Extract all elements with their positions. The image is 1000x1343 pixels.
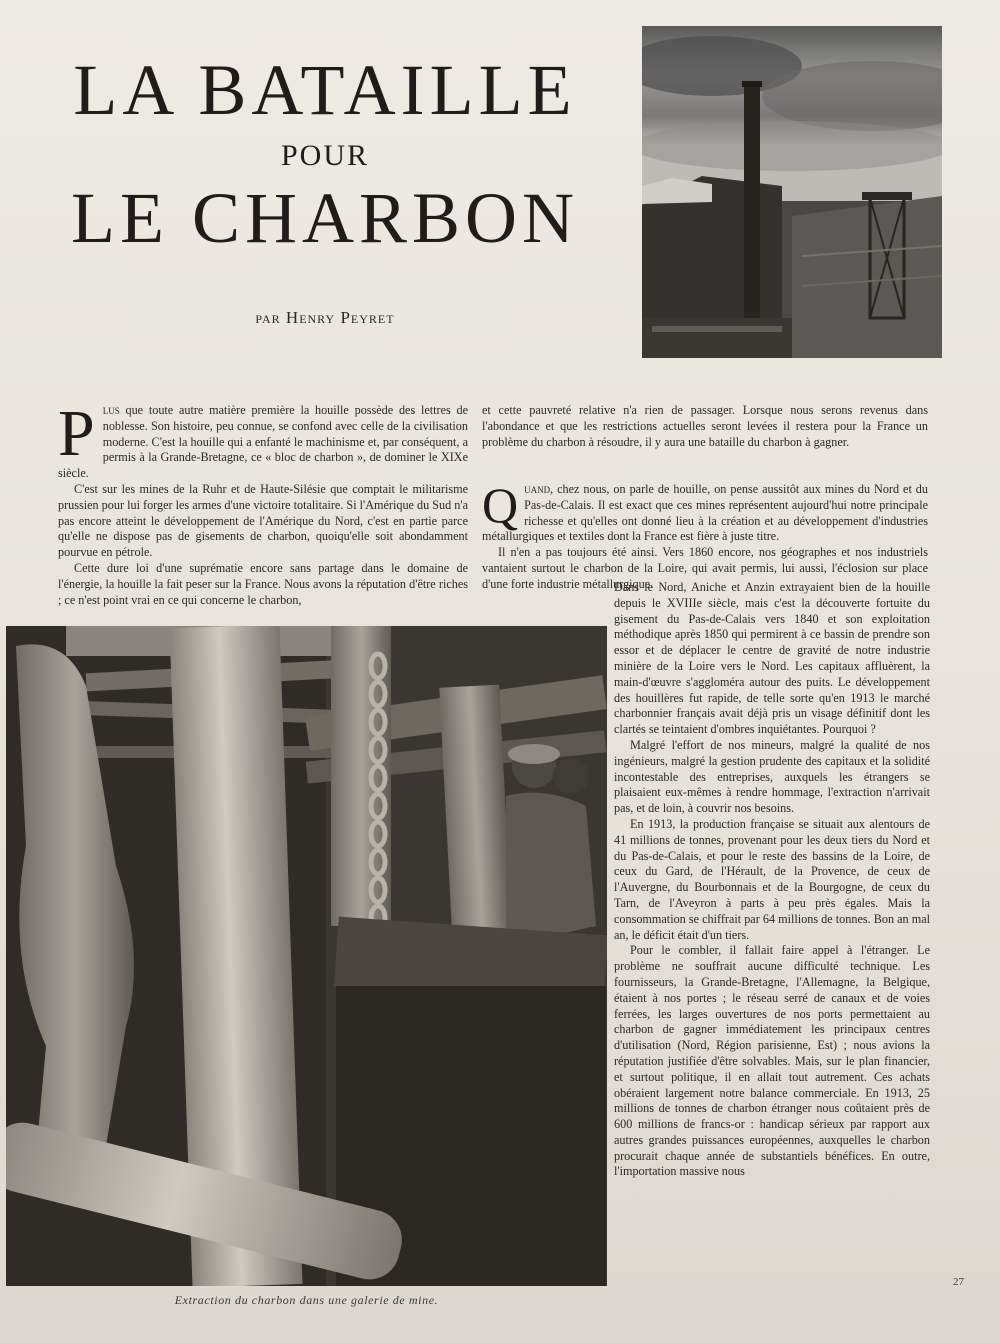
title-line-1: LA BATAILLE — [73, 50, 577, 130]
paragraph: Il n'en a pas toujours été ainsi. Vers 1860 encore, nos géographes et nos industriels vantaient surtout le charbon de la Loire, qui avait permis, lui aussi, l'éclosion sur place d'une forte industrie métallurgique. — [482, 545, 928, 591]
title-line-2: POUR — [280, 139, 370, 172]
paragraph: En 1913, la production française se situait aux alentours de 41 millions de tonnes, provenant pour les deux tiers du Nord et du Pas-de-Calais, et pour le reste des bassins de la Loire, de ceux du Gard, de l'Hérault, de la Provence, de ceux de l'Auvergne, du Bourbonnais et de la Bourgogne, de ceux du Tarn, de l'Aveyron à parts à peu près égales. Mais la consommation se chiffrait par 64 millions de tonnes. Bon an mal an, le déficit était d'un tiers. — [614, 816, 930, 942]
drop-cap-q: Q — [482, 477, 519, 533]
article-column-right-narrow — [614, 580, 930, 1180]
author-byline: par Henry Peyret — [255, 308, 395, 327]
intro-smallcaps: lus — [102, 403, 120, 417]
article-column-left — [58, 397, 468, 608]
article-column-right-mid — [482, 477, 928, 593]
section-text: , chez nous, on parle de houille, on pense aussitôt aux mines du Nord et du Pas-de-Calais. Il est exact que ces mines représentent aujourd'hui notre principale richesse et qu'elles ont donné lieu à la création et au développement d'industries métallurgiques et textiles dont la France est fière à juste titre. — [482, 482, 928, 544]
drop-cap-p: P — [58, 397, 95, 470]
section-paragraph — [482, 477, 928, 545]
section-smallcaps: uand — [524, 482, 551, 496]
mine-gallery-photo — [6, 626, 607, 1286]
article-column-right-top — [482, 403, 928, 450]
paragraph: Cette dure loi d'une suprématie encore sans partage dans le domaine de l'énergie, la houille la fait peser sur la France. Nous avons la réputation d'être riches ; ce n'est point vrai en ce qui concerne le charbon, — [58, 560, 468, 607]
paragraph: et cette pauvreté relative n'a rien de passager. Lorsque nous serons revenus dans l'abondance et que les restrictions actuelles seront levées il restera pour la France un problème du charbon à résoudre, il y aura une bataille du charbon à gagner. — [482, 403, 928, 449]
photo-caption: Extraction du charbon dans une galerie de mine. — [174, 1293, 439, 1307]
paragraph: Pour le combler, il fallait faire appel à l'étranger. Le problème ne souffrait aucune difficulté technique. Les fournisseurs, la Grande-Bretagne, l'Allemagne, la Belgique, étaient à nos portes ; le réseau serré de canaux et de voies ferrées, les larges ouvertures de nos ports permettaient au charbon de gagner immédiatement les principaux centres d'utilisation (Nord, Région parisienne, Est) ; nous avions la réputation justifiée d'être solvables. Mais, sur le plan financier, et surtout politique, il en allait tout autrement. Ces achats obéraient largement notre balance commerciale. En 1913, 25 millions de tonnes de charbon étranger nous coûtaient près de 600 millions de francs-or : handicap sérieux par rapport aux autres grandes puissances européennes, auxquelles le charbon procurait chaque année de substantiels bénéfices. En outre, l'importation massive nous — [614, 943, 930, 1179]
factory-chimney-illustration — [642, 26, 942, 358]
article-title — [40, 50, 610, 258]
factory-chimney-photo — [642, 26, 942, 358]
page-number: 27 — [953, 1276, 964, 1288]
paragraph: C'est sur les mines de la Ruhr et de Haute-Silésie que comptait le militarisme prussien pour lui forger les armes d'une victoire totalitaire. Si l'Amérique du Sud n'a pas encore atteint le développement de l'Amérique du Nord, c'est en partie parce qu'elle ne dispose pas de gisements de charbon, quoiqu'elle soit abondamment pourvue en pétrole. — [58, 481, 468, 560]
paragraph: Malgré l'effort de nos mineurs, malgré la qualité de nos ingénieurs, malgré la gestion prudente des capitaux et la solidité incontestable des entreprises, auxquels les étrangers se plaisaient eux-mêmes à rendre hommage, l'extraction n'arrivait pas, et de loin, à couvrir nos besoins. — [614, 737, 930, 816]
paragraph: Dans le Nord, Aniche et Anzin extrayaient bien de la houille depuis le XVIIIe siècle, mais c'est la découverte fortuite du gisement du Pas-de-Calais vers 1840 et son exploitation méthodique après 1850 qui permirent à ce bassin de prendre son essor et de déplacer le centre de gravité de notre industrie minière de la Loire vers le Nord. Les capitaux affluèrent, la main-d'œuvre s'aggloméra autour des puits. Le développement des houillères fut rapide, de telle sorte qu'en 1913 le marché charbonnier français avait déjà pris un visage définitif dont les clartés se teintaient d'ombres inquiétantes. Pourquoi ? — [614, 580, 930, 737]
intro-text: que toute autre matière première la houille possède des lettres de noblesse. Son histoire, peu connue, se confond avec celle de la civilisation moderne. C'est la houille qui a enfanté le machinisme et, par conséquent, a permis à la Grande-Bretagne, ce « bloc de charbon », de dominer le XIXe siècle. — [58, 403, 468, 481]
intro-paragraph — [58, 397, 468, 482]
mine-gallery-illustration — [6, 626, 607, 1286]
title-line-3: LE CHARBON — [70, 178, 579, 258]
